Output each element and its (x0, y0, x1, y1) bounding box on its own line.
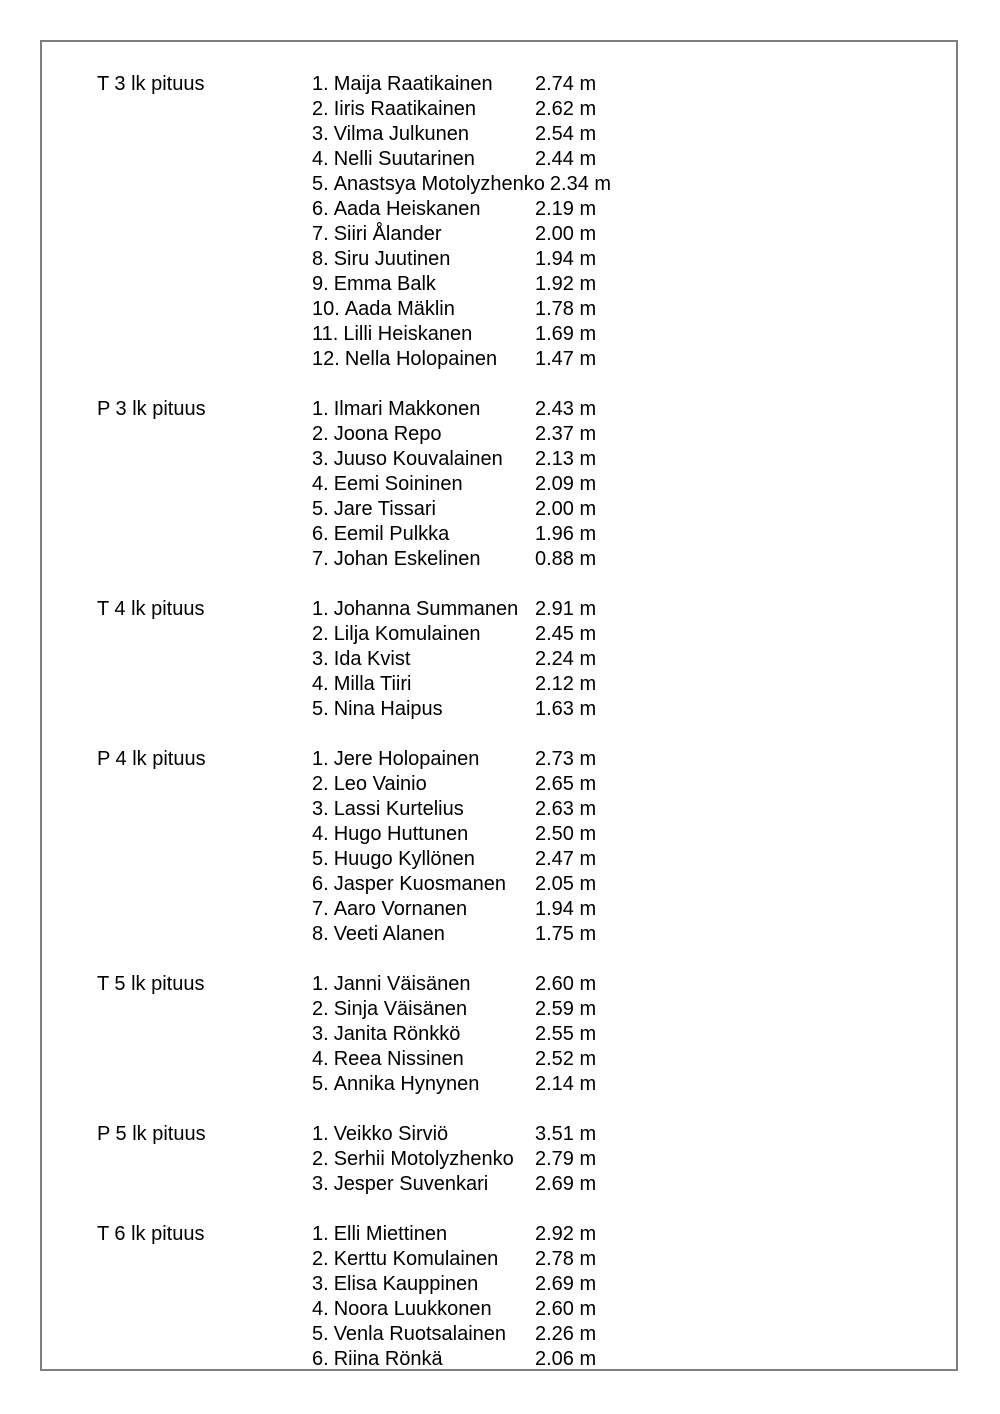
page-border-frame (40, 40, 958, 1371)
result-value: 2.73 m (535, 748, 597, 770)
result-row (312, 647, 596, 672)
result-value: 2.54 m (535, 123, 597, 145)
athlete-name-text: Lassi Kurtelius (333, 798, 464, 820)
result-value: 2.26 m (535, 1323, 597, 1345)
rank-number: 7. (312, 223, 329, 245)
result-row (312, 1047, 596, 1072)
rank-number: 3. (312, 1023, 329, 1045)
athlete-name-text: Jasper Kuosmanen (333, 873, 507, 895)
result-value: 2.60 m (535, 973, 597, 995)
result-row (312, 847, 596, 872)
result-row (312, 1322, 596, 1347)
result-section (97, 597, 946, 722)
result-value: 1.92 m (535, 273, 597, 295)
result-row (312, 347, 611, 372)
result-row (312, 247, 611, 272)
rank-number: 2. (312, 623, 329, 645)
result-value: 2.52 m (535, 1048, 597, 1070)
result-row (312, 97, 611, 122)
athlete-name (312, 497, 530, 522)
athlete-name (312, 897, 530, 922)
athlete-name-text: Hugo Huttunen (333, 823, 469, 845)
athlete-name (312, 397, 530, 422)
result-value: 2.06 m (535, 1348, 597, 1370)
result-value: 2.60 m (535, 1298, 597, 1320)
result-row (312, 672, 596, 697)
result-value: 2.12 m (535, 673, 597, 695)
section-title: T 4 lk pituus (97, 598, 205, 620)
athlete-name (312, 747, 530, 772)
result-row (312, 472, 596, 497)
athlete-name (312, 1122, 530, 1147)
result-value: 2.69 m (535, 1273, 597, 1295)
result-row (312, 822, 596, 847)
result-section (97, 1222, 946, 1372)
athlete-name-text: Nelli Suutarinen (333, 148, 475, 170)
result-value: 2.79 m (535, 1148, 597, 1170)
result-value: 2.45 m (535, 623, 597, 645)
result-row (312, 1072, 596, 1097)
athlete-name (312, 222, 530, 247)
result-row (312, 1022, 596, 1047)
athlete-name-text: Riina Rönkä (333, 1348, 443, 1370)
athlete-name (312, 147, 530, 172)
rank-number: 11. (312, 323, 339, 345)
athlete-name-text: Vilma Julkunen (333, 123, 469, 145)
athlete-name-text: Maija Raatikainen (333, 73, 493, 95)
athlete-name (312, 72, 530, 97)
athlete-name-text: Veikko Sirviö (333, 1123, 449, 1145)
result-section (97, 972, 946, 1097)
results-list (42, 42, 956, 1372)
athlete-name-text: Siiri Ålander (333, 223, 442, 245)
athlete-name (312, 697, 530, 722)
rank-number: 1. (312, 748, 329, 770)
athlete-name (312, 447, 530, 472)
athlete-name-text: Annika Hynynen (333, 1073, 480, 1095)
rank-number: 5. (312, 173, 329, 195)
result-value: 2.34 m (549, 173, 612, 195)
section-entries (312, 397, 596, 572)
athlete-name-text: Eemil Pulkka (333, 523, 450, 545)
result-value: 2.05 m (535, 873, 597, 895)
athlete-name-text: Serhii Motolyzhenko (333, 1148, 514, 1170)
result-row (312, 1172, 596, 1197)
result-value: 2.09 m (535, 473, 597, 495)
section-entries (312, 72, 611, 372)
athlete-name-text: Joona Repo (333, 423, 442, 445)
athlete-name-text: Johan Eskelinen (333, 548, 481, 570)
result-section (97, 1122, 946, 1197)
result-value: 2.13 m (535, 448, 597, 470)
result-row (312, 197, 611, 222)
rank-number: 7. (312, 898, 329, 920)
result-value: 2.00 m (535, 498, 597, 520)
result-value: 2.74 m (535, 73, 597, 95)
athlete-name-text: Nella Holopainen (344, 348, 498, 370)
rank-number: 5. (312, 498, 329, 520)
result-row (312, 1222, 596, 1247)
rank-number: 2. (312, 1248, 329, 1270)
athlete-name-text: Reea Nissinen (333, 1048, 464, 1070)
athlete-name (312, 972, 530, 997)
result-value: 2.00 m (535, 223, 597, 245)
athlete-name-text: Leo Vainio (333, 773, 427, 795)
result-value: 2.24 m (535, 648, 597, 670)
rank-number: 1. (312, 973, 329, 995)
athlete-name (312, 922, 530, 947)
section-entries (312, 972, 596, 1097)
result-section (97, 72, 946, 372)
athlete-name-text: Jesper Suvenkari (333, 1173, 489, 1195)
result-value: 2.37 m (535, 423, 597, 445)
athlete-name (312, 1272, 530, 1297)
result-row (312, 172, 611, 197)
athlete-name-text: Ilmari Makkonen (333, 398, 481, 420)
athlete-name-text: Nina Haipus (333, 698, 443, 720)
athlete-name-text: Aada Mäklin (344, 298, 455, 320)
result-row (312, 72, 611, 97)
rank-number: 6. (312, 1348, 329, 1370)
result-value: 1.94 m (535, 898, 597, 920)
result-value: 2.50 m (535, 823, 597, 845)
result-value: 1.69 m (535, 323, 597, 345)
result-value: 2.59 m (535, 998, 597, 1020)
athlete-name-text: Elli Miettinen (333, 1223, 448, 1245)
athlete-name-text: Aada Heiskanen (333, 198, 481, 220)
athlete-name-text: Janni Väisänen (333, 973, 471, 995)
athlete-name (312, 622, 530, 647)
result-value: 2.91 m (535, 598, 597, 620)
result-section (97, 747, 946, 947)
result-row (312, 1247, 596, 1272)
rank-number: 4. (312, 473, 329, 495)
rank-number: 3. (312, 1273, 329, 1295)
rank-number: 4. (312, 823, 329, 845)
athlete-name (312, 247, 530, 272)
athlete-name (312, 1347, 530, 1372)
rank-number: 1. (312, 398, 329, 420)
rank-number: 3. (312, 123, 329, 145)
athlete-name (312, 1322, 530, 1347)
result-row (312, 447, 596, 472)
rank-number: 3. (312, 648, 329, 670)
section-title: T 3 lk pituus (97, 73, 205, 95)
result-row (312, 1147, 596, 1172)
athlete-name (312, 847, 530, 872)
result-row (312, 1347, 596, 1372)
rank-number: 12. (312, 348, 340, 370)
athlete-name (312, 97, 530, 122)
athlete-name (312, 122, 530, 147)
athlete-name (312, 197, 530, 222)
result-value: 2.55 m (535, 1023, 597, 1045)
athlete-name (312, 422, 530, 447)
rank-number: 2. (312, 998, 329, 1020)
rank-number: 6. (312, 873, 329, 895)
result-value: 1.96 m (535, 523, 597, 545)
athlete-name-text: Huugo Kyllönen (333, 848, 475, 870)
athlete-name (312, 1147, 530, 1172)
athlete-name (312, 822, 530, 847)
athlete-name (312, 647, 530, 672)
rank-number: 10. (312, 298, 340, 320)
result-value: 1.78 m (535, 298, 597, 320)
result-value: 1.63 m (535, 698, 597, 720)
result-value: 1.75 m (535, 923, 597, 945)
rank-number: 1. (312, 1123, 329, 1145)
result-value: 2.47 m (535, 848, 597, 870)
result-value: 3.51 m (535, 1123, 597, 1145)
result-row (312, 922, 596, 947)
result-value: 2.44 m (535, 148, 597, 170)
result-row (312, 1272, 596, 1297)
section-entries (312, 597, 596, 722)
rank-number: 4. (312, 673, 329, 695)
athlete-name-text: Veeti Alanen (333, 923, 445, 945)
athlete-name-text: Janita Rönkkö (333, 1023, 461, 1045)
result-value: 1.47 m (535, 348, 597, 370)
athlete-name-text: Johanna Summanen (333, 598, 519, 620)
athlete-name (312, 997, 530, 1022)
result-value: 2.19 m (535, 198, 597, 220)
section-entries (312, 1122, 596, 1197)
result-row (312, 397, 596, 422)
result-value: 2.62 m (535, 98, 597, 120)
result-row (312, 272, 611, 297)
result-row (312, 122, 611, 147)
result-row (312, 547, 596, 572)
athlete-name-text: Siru Juutinen (333, 248, 451, 270)
result-row (312, 147, 611, 172)
athlete-name (312, 547, 530, 572)
result-value: 0.88 m (535, 548, 597, 570)
athlete-name (312, 597, 530, 622)
athlete-name (312, 772, 530, 797)
rank-number: 5. (312, 848, 329, 870)
result-row (312, 1297, 596, 1322)
athlete-name-text: Eemi Soininen (333, 473, 463, 495)
rank-number: 2. (312, 773, 329, 795)
rank-number: 6. (312, 198, 329, 220)
athlete-name-text: Iiris Raatikainen (333, 98, 476, 120)
result-value: 1.94 m (535, 248, 597, 270)
athlete-name (312, 472, 530, 497)
result-row (312, 622, 596, 647)
section-title: P 3 lk pituus (97, 398, 206, 420)
athlete-name (312, 297, 530, 322)
athlete-name-text: Milla Tiiri (333, 673, 412, 695)
rank-number: 4. (312, 148, 329, 170)
athlete-name (312, 1047, 530, 1072)
rank-number: 4. (312, 1298, 329, 1320)
result-row (312, 897, 596, 922)
athlete-name-text: Noora Luukkonen (333, 1298, 492, 1320)
rank-number: 5. (312, 698, 329, 720)
result-row (312, 797, 596, 822)
athlete-name (312, 1222, 530, 1247)
athlete-name-text: Kerttu Komulainen (333, 1248, 499, 1270)
result-row (312, 422, 596, 447)
result-value: 2.65 m (535, 773, 597, 795)
athlete-name (312, 672, 530, 697)
athlete-name-text: Ida Kvist (333, 648, 411, 670)
rank-number: 3. (312, 1173, 329, 1195)
athlete-name-text: Lilli Heiskanen (343, 323, 473, 345)
athlete-name (312, 322, 530, 347)
result-value: 2.43 m (535, 398, 597, 420)
athlete-name-text: Venla Ruotsalainen (333, 1323, 507, 1345)
result-row (312, 1122, 596, 1147)
athlete-name (312, 1172, 530, 1197)
athlete-name-text: Jere Holopainen (333, 748, 480, 770)
athlete-name-text: Emma Balk (333, 273, 436, 295)
rank-number: 9. (312, 273, 329, 295)
athlete-name (312, 1022, 530, 1047)
athlete-name (312, 272, 530, 297)
result-row (312, 972, 596, 997)
rank-number: 8. (312, 248, 329, 270)
result-row (312, 497, 596, 522)
result-row (312, 872, 596, 897)
result-row (312, 222, 611, 247)
athlete-name-text: Aaro Vornanen (333, 898, 468, 920)
rank-number: 3. (312, 798, 329, 820)
athlete-name-text: Jare Tissari (333, 498, 436, 520)
result-value: 2.78 m (535, 1248, 597, 1270)
section-title: P 4 lk pituus (97, 748, 206, 770)
athlete-name-text: Elisa Kauppinen (333, 1273, 479, 1295)
rank-number: 7. (312, 548, 329, 570)
rank-number: 1. (312, 598, 329, 620)
section-title: T 6 lk pituus (97, 1223, 205, 1245)
athlete-name (312, 522, 530, 547)
athlete-name-text: Lilja Komulainen (333, 623, 481, 645)
athlete-name-text: Sinja Väisänen (333, 998, 468, 1020)
rank-number: 8. (312, 923, 329, 945)
section-entries (312, 747, 596, 947)
rank-number: 2. (312, 98, 329, 120)
result-row (312, 747, 596, 772)
result-section (97, 397, 946, 572)
athlete-name (312, 1297, 530, 1322)
rank-number: 2. (312, 1148, 329, 1170)
rank-number: 1. (312, 73, 329, 95)
result-value: 2.92 m (535, 1223, 597, 1245)
section-title: P 5 lk pituus (97, 1123, 206, 1145)
rank-number: 3. (312, 448, 329, 470)
athlete-name (312, 1072, 530, 1097)
result-value: 2.69 m (535, 1173, 597, 1195)
result-row (312, 997, 596, 1022)
section-title: T 5 lk pituus (97, 973, 205, 995)
athlete-name (312, 797, 530, 822)
athlete-name (312, 1247, 530, 1272)
rank-number: 6. (312, 523, 329, 545)
athlete-name (312, 347, 530, 372)
athlete-name-text: Juuso Kouvalainen (333, 448, 503, 470)
rank-number: 4. (312, 1048, 329, 1070)
rank-number: 5. (312, 1323, 329, 1345)
result-row (312, 772, 596, 797)
result-row (312, 597, 596, 622)
section-entries (312, 1222, 596, 1372)
result-value: 2.63 m (535, 798, 597, 820)
athlete-name (312, 872, 530, 897)
athlete-name (312, 172, 545, 197)
result-row (312, 322, 611, 347)
rank-number: 5. (312, 1073, 329, 1095)
athlete-name-text: Anastsya Motolyzhenko (333, 173, 545, 195)
result-row (312, 522, 596, 547)
result-row (312, 297, 611, 322)
result-value: 2.14 m (535, 1073, 597, 1095)
rank-number: 2. (312, 423, 329, 445)
result-row (312, 697, 596, 722)
rank-number: 1. (312, 1223, 329, 1245)
